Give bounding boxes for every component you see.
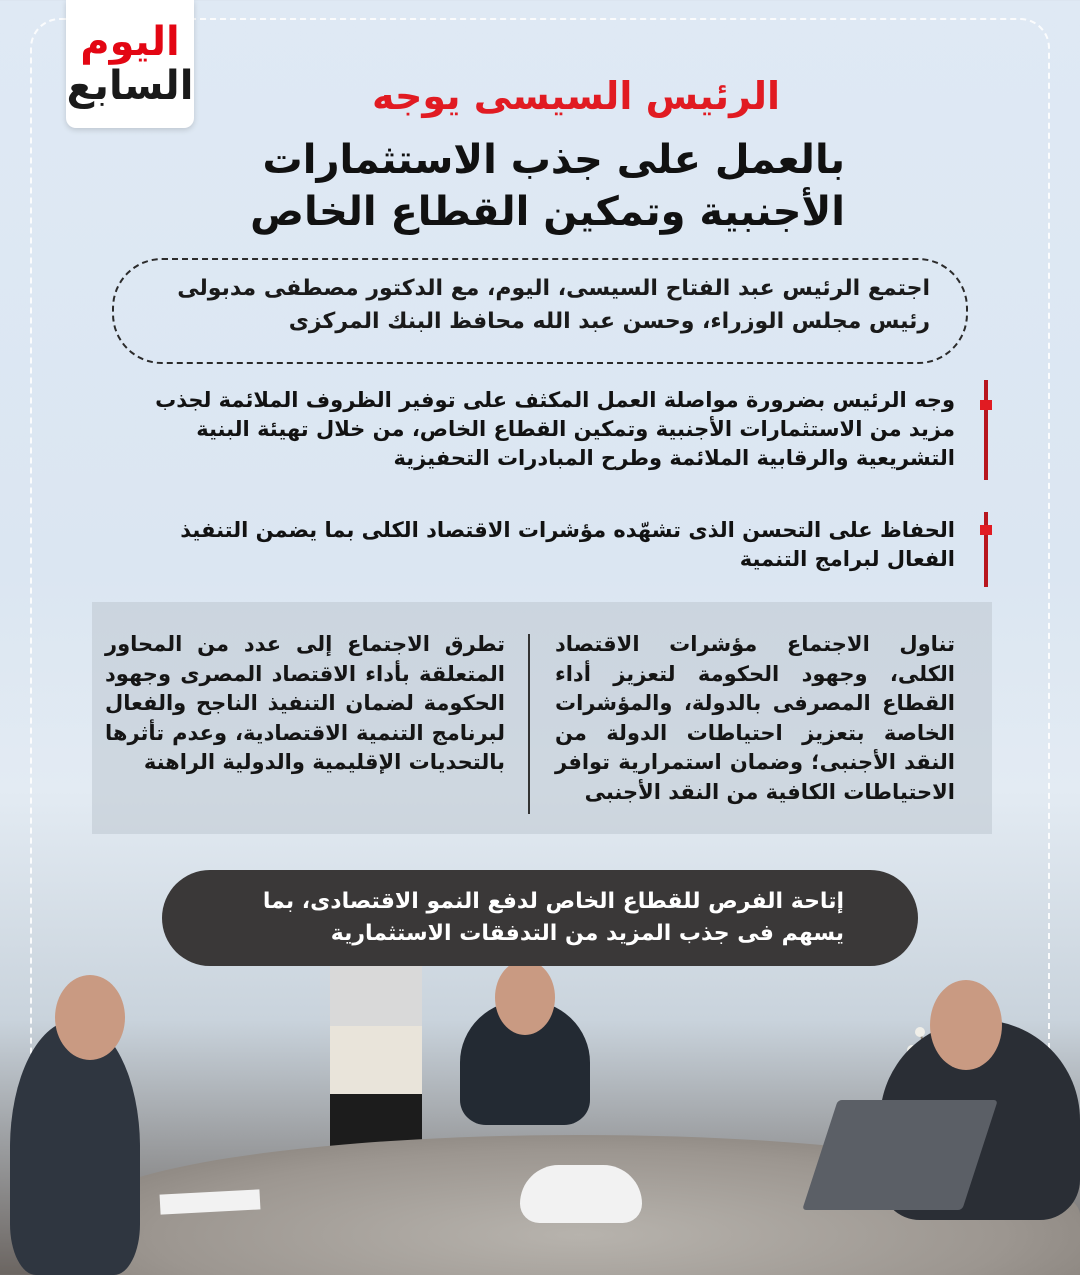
head-left: [55, 975, 125, 1060]
point-marker-2: [980, 525, 992, 535]
person-left: [10, 1020, 140, 1275]
logo-line-2: السابع: [66, 63, 194, 109]
column-left: تطرق الاجتماع إلى عدد من المحاور المتعلقة بأداء الاقتصاد المصرى وجهود الحكومة لضمان التنفيذ الناجح والفعال لبرنامج التنمية الاقتصادية، وعدم تأثرها بالتحديات الإقليمية والدولية الراهنة: [105, 632, 505, 774]
logo-line-1: اليوم: [80, 19, 180, 65]
point-bar-1: [984, 380, 988, 480]
meeting-photo: [0, 960, 1080, 1275]
title-line-1: بالعمل على جذب الاستثمارات: [262, 137, 845, 183]
intro-box: اجتمع الرئيس عبد الفتاح السيسى، اليوم، مع الدكتور مصطفى مدبولى رئيس مجلس الوزراء، وحسن عبد الله محافظ البنك المركزى: [112, 258, 968, 364]
title-line-2: الأجنبية وتمكين القطاع الخاص: [250, 189, 845, 235]
point-2: الحفاظ على التحسن الذى تشهّده مؤشرات الاقتصاد الكلى بما يضمن التنفيذ الفعال لبرامج التنمية: [180, 518, 955, 571]
point-marker-1: [980, 400, 992, 410]
headline: الرئيس السيسى يوجه: [372, 74, 780, 118]
column-right: تناول الاجتماع مؤشرات الاقتصاد الكلى، وجهود الحكومة لتعزيز أداء القطاع المصرفى بالدولة، والمؤشرات الخاصة بتعزيز احتياطات الدولة من النقد الأجنبى؛ وضمان استمرارية توافر الاحتياطات الكافية من النقد الأجنبى: [555, 632, 955, 804]
head-center: [495, 960, 555, 1035]
column-divider: [528, 634, 530, 814]
page-title: [205, 134, 845, 238]
point-bar-2: [984, 512, 988, 587]
point-1: وجه الرئيس بضرورة مواصلة العمل المكثف على توفير الظروف الملائمة لجذب مزيد من الاستثمارات الأجنبية وتمكين القطاع الخاص، من خلال تهيئة البنية التشريعية والرقابية الملائمة وطرح المبادرات التحفيزية: [155, 388, 955, 470]
egypt-flag: [330, 960, 422, 1160]
flower-arrangement: [520, 1165, 642, 1223]
head-right: [930, 980, 1002, 1070]
highlight-pill: إتاحة الفرص للقطاع الخاص لدفع النمو الاقتصادى، بما يسهم فى جذب المزيد من التدفقات الاستثمارية: [162, 870, 918, 966]
youm7-logo[interactable]: [66, 0, 194, 128]
